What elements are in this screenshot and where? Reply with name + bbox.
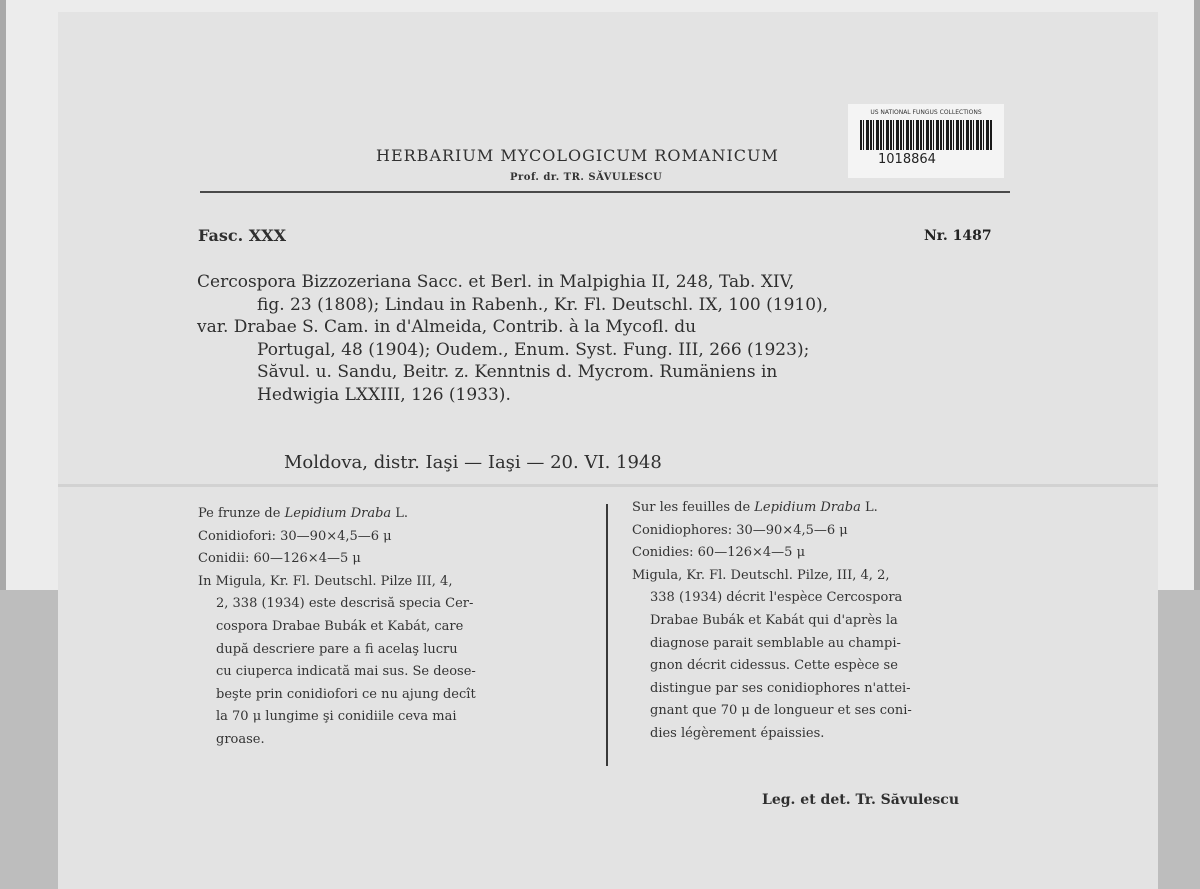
citation-line: Portugal, 48 (1904); Oudem., Enum. Syst. Fung. III, 266 (1923); xyxy=(257,339,810,360)
note-line: cu ciuperca indicată mai sus. Se deose- xyxy=(216,664,476,680)
conidia-line: Conidies: 60—126×4—5 μ xyxy=(632,545,806,561)
header-rule xyxy=(200,191,1010,193)
note-line: groase. xyxy=(216,731,265,747)
host-line xyxy=(632,500,1017,523)
note-line: gnant que 70 μ de longueur et ses coni- xyxy=(650,703,912,719)
citation-line: Hedwigia LXXIII, 126 (1933). xyxy=(257,384,511,405)
host-prefix: Sur les feuilles de xyxy=(632,500,755,515)
herbarium-subtitle: Prof. dr. TR. SĂVULESCU xyxy=(510,172,663,183)
taxon-citation xyxy=(197,272,1017,407)
host-suffix: L. xyxy=(391,506,409,521)
note-line: Migula, Kr. Fl. Deutschl. Pilze, III, 4, 2, xyxy=(632,567,890,583)
french-description xyxy=(632,500,1017,749)
host-name: Lepidium Draba xyxy=(754,500,861,515)
collection-locality: Moldova, distr. Iaşi — Iaşi — 20. VI. 1948 xyxy=(284,452,662,473)
note-line: distingue par ses conidiophores n'attei- xyxy=(650,680,911,696)
note-line: dies légèrement épaissies. xyxy=(650,725,825,741)
note-line: la 70 μ lungime şi conidiile ceva mai xyxy=(216,709,457,725)
note-line: 2, 338 (1934) este descrisă specia Cer- xyxy=(216,596,474,612)
conidiophores-line: Conidiofori: 30—90×4,5—6 μ xyxy=(198,528,392,544)
citation-line: Săvul. u. Sandu, Beitr. z. Kenntnis d. Mycrom. Rumäniens in xyxy=(257,362,778,382)
host-line xyxy=(198,506,593,529)
note-line: beşte prin conidiofori ce nu ajung decît xyxy=(216,686,476,702)
host-name: Lepidium Draba xyxy=(284,506,392,521)
note-line: Drabae Bubák et Kabát qui d'après la xyxy=(650,612,898,628)
barcode-icon xyxy=(860,120,992,150)
citation-line: var. Drabae S. Cam. in d'Almeida, Contrib. à la Mycofl. du xyxy=(197,317,697,337)
herbarium-title: HERBARIUM MYCOLOGICUM ROMANICUM xyxy=(376,146,779,165)
collector-signature: Leg. et det. Tr. Săvulescu xyxy=(762,792,959,808)
note-line: cospora Drabae Bubák et Kabát, care xyxy=(216,618,464,634)
barcode-caption: US NATIONAL FUNGUS COLLECTIONS xyxy=(870,109,982,116)
specimen-number: Nr. 1487 xyxy=(924,228,992,244)
romanian-description xyxy=(198,506,593,755)
conidiophores-line: Conidiophores: 30—90×4,5—6 μ xyxy=(632,522,848,538)
note-line: 338 (1934) décrit l'espèce Cercospora xyxy=(650,590,903,606)
conidia-line: Conidii: 60—126×4—5 μ xyxy=(198,551,361,567)
label-fold-line xyxy=(58,484,1158,487)
citation-line: fig. 23 (1808); Lindau in Rabenh., Kr. Fl. Deutschl. IX, 100 (1910), xyxy=(257,294,829,315)
note-line: gnon décrit cidessus. Cette espèce se xyxy=(650,658,898,674)
host-suffix: L. xyxy=(860,500,878,515)
column-divider xyxy=(606,504,608,766)
host-prefix: Pe frunze de xyxy=(198,506,285,521)
note-line: după descriere pare a fi acelaş lucru xyxy=(216,641,458,657)
citation-line: Cercospora Bizzozeriana Sacc. et Berl. in Malpighia II, 248, Tab. XIV, xyxy=(197,272,795,292)
note-line: diagnose parait semblable au champi- xyxy=(650,635,901,651)
note-line: In Migula, Kr. Fl. Deutschl. Pilze III, 4, xyxy=(198,573,453,589)
fascicle-number: Fasc. XXX xyxy=(198,226,286,245)
barcode-tag xyxy=(848,104,1004,178)
barcode-number: 1018864 xyxy=(878,152,936,167)
